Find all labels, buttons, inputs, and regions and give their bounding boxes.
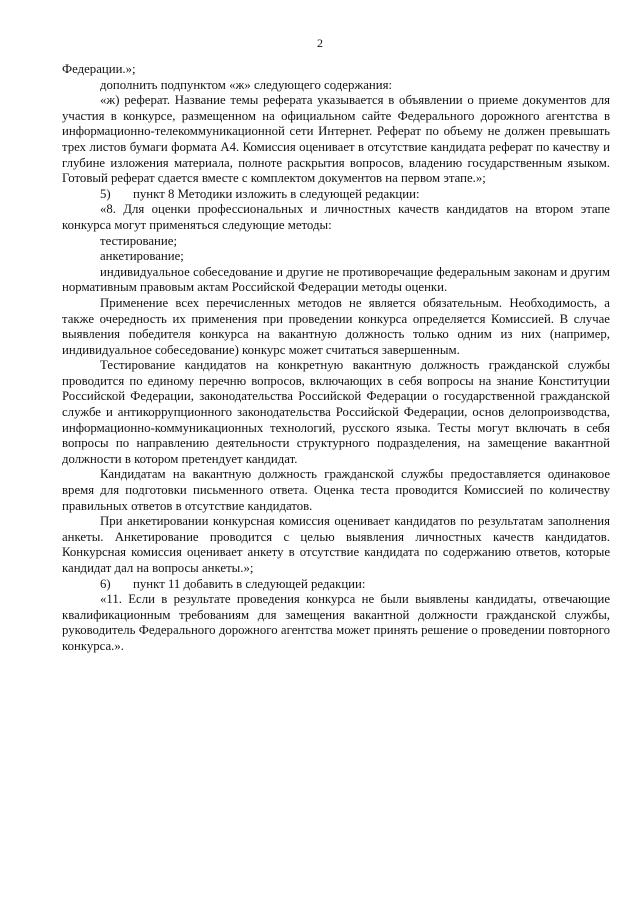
paragraph-add-subitem: дополнить подпунктом «ж» следующего содержания: xyxy=(100,77,393,92)
paragraph-test-time: Кандидатам на вакантную должность гражданской службы предоставляется одинаковое время для подготовки письменного ответа. Оценка теста проводится Комиссией по количеству правильных ответов в отсутствие кандидатов. xyxy=(62,467,610,513)
paragraph-method-survey: анкетирование; xyxy=(100,249,184,264)
paragraph-point-8: «8. Для оценки профессиональных и личностных качеств кандидатов на втором этапе конкурса могут применяться следующие методы: xyxy=(62,202,610,232)
paragraph-item-6: 6) пункт 11 добавить в следующей редакции: xyxy=(100,576,366,591)
paragraph-method-testing: тестирование; xyxy=(100,233,177,248)
paragraph-point-11: «11. Если в результате проведения конкурса не были выявлены кандидаты, отвечающие квалификационным требованиям для замещения вакантной должности гражданской службы, руководитель Федерального дорожного агентства может принять решение о проведении повторного конкурса.». xyxy=(62,592,610,653)
paragraph-item-5: 5) пункт 8 Методики изложить в следующей редакции: xyxy=(100,186,420,201)
paragraph-testing-description: Тестирование кандидатов на конкретную вакантную должность гражданской службы проводится по единому перечню вопросов, включающих в себя вопросы на знание Конституции Российской Федерации, законодательства Российской Федерации о государственной гражданской службе и антикоррупционного законодательства Российской Федерации, основ делопроизводства, информационно-коммуникационных технологий, русского языка. Тесты могут включать в себя вопросы по направлению деятельности структурного подразделения, на замещение вакантной должности в котором претендует кандидат. xyxy=(62,358,610,466)
paragraph-continuation: Федерации.»; xyxy=(62,62,136,76)
page-number: 2 xyxy=(317,36,323,50)
paragraph-survey-description: При анкетировании конкурсная комиссия оценивает кандидатов по результатам заполнения анкеты. Анкетирование проводится с целью выявления личностных качеств кандидатов. Конкурсная комиссия оценивает анкету в отсутствие кандидата по содержанию ответов, которые кандидат дал на вопросы анкеты.»; xyxy=(62,514,610,575)
document-body xyxy=(62,62,610,655)
paragraph-methods-application: Применение всех перечисленных методов не является обязательным. Необходимость, а также очередность их применения при проведении конкурса определяется Комиссией. В случае выявления победителя конкурса на вакантную должность только одним из них (например, индивидуальное собеседование) конкурс может считаться завершенным. xyxy=(62,295,610,357)
paragraph-subitem-zh-referat: «ж) реферат. Название темы реферата указывается в объявлении о приеме документов для участия в конкурсе, размещенном на официальном сайте Федерального дорожного агентства в информационно-телекоммуникационной сети Интернет. Реферат по объему не должен превышать трех листов бумаги формата А4. Комиссия оценивает в отсутствие кандидата реферат по качеству и глубине изложения материала, полноте раскрытия вопросов, владению государственным языком. Готовый реферат сдается вместе с комплектом документов на первом этапе.»; xyxy=(62,93,610,186)
paragraph-method-interview: индивидуальное собеседование и другие не противоречащие федеральным законам и другим нормативным правовым актам Российской Федерации методы оценки. xyxy=(62,264,610,295)
